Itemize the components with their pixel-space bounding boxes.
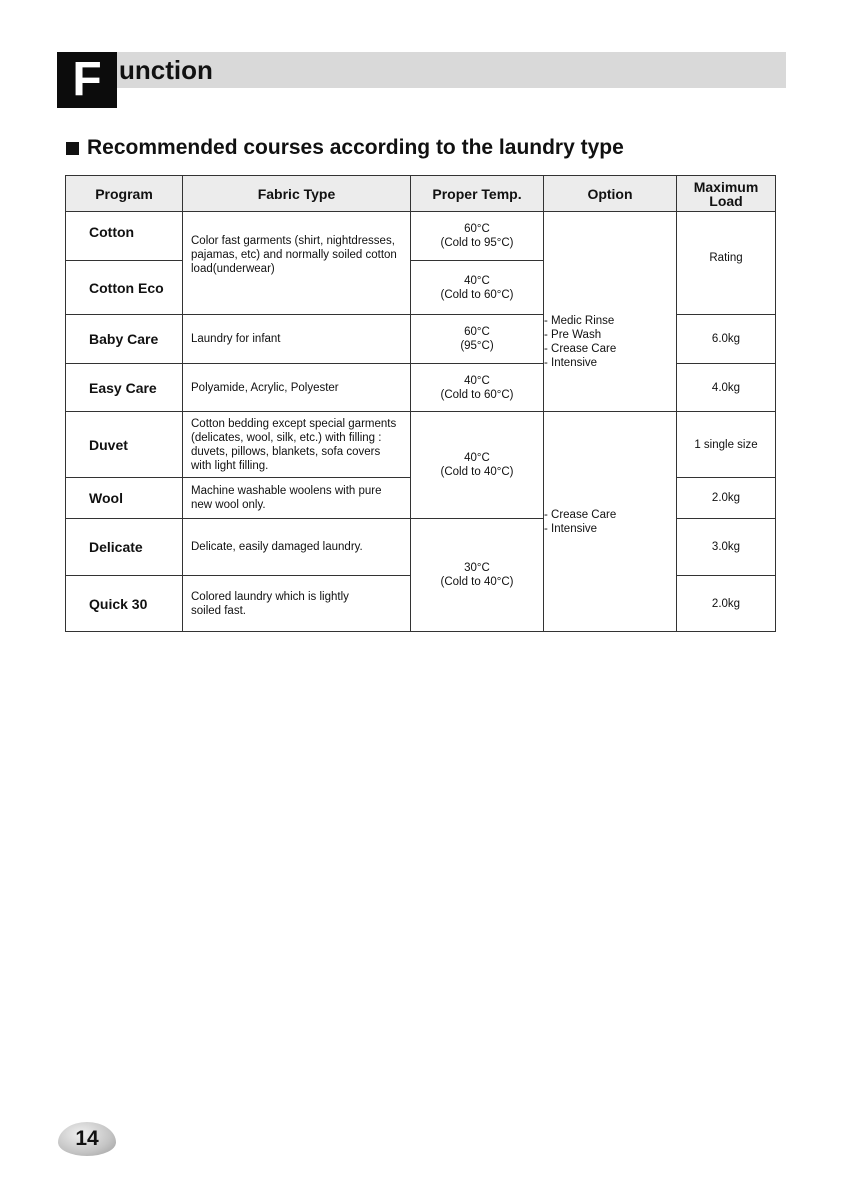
fabric-line: load(underwear) (191, 263, 275, 275)
load-baby-care: 6.0kg (677, 315, 776, 364)
option-item: - Crease Care (544, 508, 617, 521)
temp-value: 60°C (464, 326, 490, 338)
temp-baby-care (411, 315, 544, 364)
fabric-wool (183, 478, 411, 519)
temp-duvet-wool (411, 412, 544, 519)
fabric-line: Machine washable woolens with pure (191, 485, 382, 497)
section-title: Recommended courses according to the laundry type (87, 136, 624, 159)
option-list-1 (544, 314, 676, 370)
temp-value: 40°C (464, 274, 490, 287)
program-delicate: Delicate (66, 519, 183, 576)
option-list-2 (544, 508, 676, 536)
option-group-1 (544, 212, 677, 412)
temp-range: (Cold to 40°C) (440, 576, 514, 588)
fabric-baby-care: Laundry for infant (183, 315, 411, 364)
program-cotton: Cotton (66, 212, 183, 261)
load-delicate: 3.0kg (677, 519, 776, 576)
fabric-line: duvets, pillows, blankets, sofa covers (191, 445, 381, 458)
header-option: Option (544, 176, 677, 212)
option-item: - Medic Rinse (544, 314, 615, 327)
fabric-quick-30 (183, 576, 411, 632)
temp-cotton (411, 212, 544, 261)
fabric-line: new wool only. (191, 499, 266, 511)
option-group-2 (544, 412, 677, 632)
header-proper-temp: Proper Temp. (411, 176, 544, 212)
option-item: - Intensive (544, 356, 598, 369)
program-easy-care: Easy Care (66, 364, 183, 412)
page-number: 14 (75, 1127, 99, 1150)
option-item: - Intensive (544, 522, 598, 535)
table-row (66, 412, 776, 478)
header-maximum-load (677, 176, 776, 212)
program-duvet: Duvet (66, 412, 183, 478)
load-cotton-group: Rating (677, 212, 776, 315)
fabric-line: Color fast garments (shirt, nightdresses, (191, 235, 395, 247)
header-program: Program (66, 176, 183, 212)
fabric-line: pajamas, etc) and normally soiled cotton (191, 249, 397, 261)
temp-range: (95°C) (460, 340, 494, 352)
fabric-line: with light filling. (191, 459, 269, 472)
header-fabric-type: Fabric Type (183, 176, 411, 212)
temp-value: 30°C (464, 562, 490, 574)
temp-value: 40°C (464, 452, 490, 464)
load-easy-care: 4.0kg (677, 364, 776, 412)
fabric-delicate: Delicate, easily damaged laundry. (183, 519, 411, 576)
fabric-line: Cotton bedding except special garments (191, 417, 397, 430)
fabric-line: (delicates, wool, silk, etc.) with filling : (191, 431, 382, 444)
temp-delicate-quick (411, 519, 544, 632)
courses-table (65, 175, 776, 632)
temp-easy-care (411, 364, 544, 412)
program-baby-care: Baby Care (66, 315, 183, 364)
load-wool: 2.0kg (677, 478, 776, 519)
fabric-cotton-group (183, 212, 411, 315)
option-item: - Crease Care (544, 342, 617, 355)
temp-range: (Cold to 60°C) (440, 288, 514, 301)
section-heading (66, 133, 624, 163)
temp-range: (Cold to 40°C) (440, 466, 514, 478)
load-quick-30: 2.0kg (677, 576, 776, 632)
option-item: - Pre Wash (544, 328, 602, 341)
fabric-line: soiled fast. (191, 604, 246, 617)
temp-range: (Cold to 95°C) (440, 237, 514, 249)
fabric-easy-care: Polyamide, Acrylic, Polyester (183, 364, 411, 412)
program-cotton-eco: Cotton Eco (66, 261, 183, 315)
header-load-line1: Maximum (693, 178, 759, 195)
header-load-line2: Load (709, 192, 743, 209)
temp-cotton-eco (411, 261, 544, 315)
table-row (66, 212, 776, 261)
temp-value: 60°C (464, 223, 490, 235)
program-quick-30: Quick 30 (66, 576, 183, 632)
square-bullet-icon (66, 142, 79, 155)
fabric-duvet (183, 412, 411, 478)
temp-range: (Cold to 60°C) (440, 388, 514, 401)
header-title: unction (119, 55, 213, 85)
header-initial: F (57, 52, 117, 108)
temp-value: 40°C (464, 374, 490, 387)
fabric-line: Colored laundry which is lightly (191, 590, 349, 603)
program-wool: Wool (66, 478, 183, 519)
page-number-badge (58, 1122, 116, 1156)
load-duvet: 1 single size (677, 412, 776, 478)
table-header-row (66, 176, 776, 212)
